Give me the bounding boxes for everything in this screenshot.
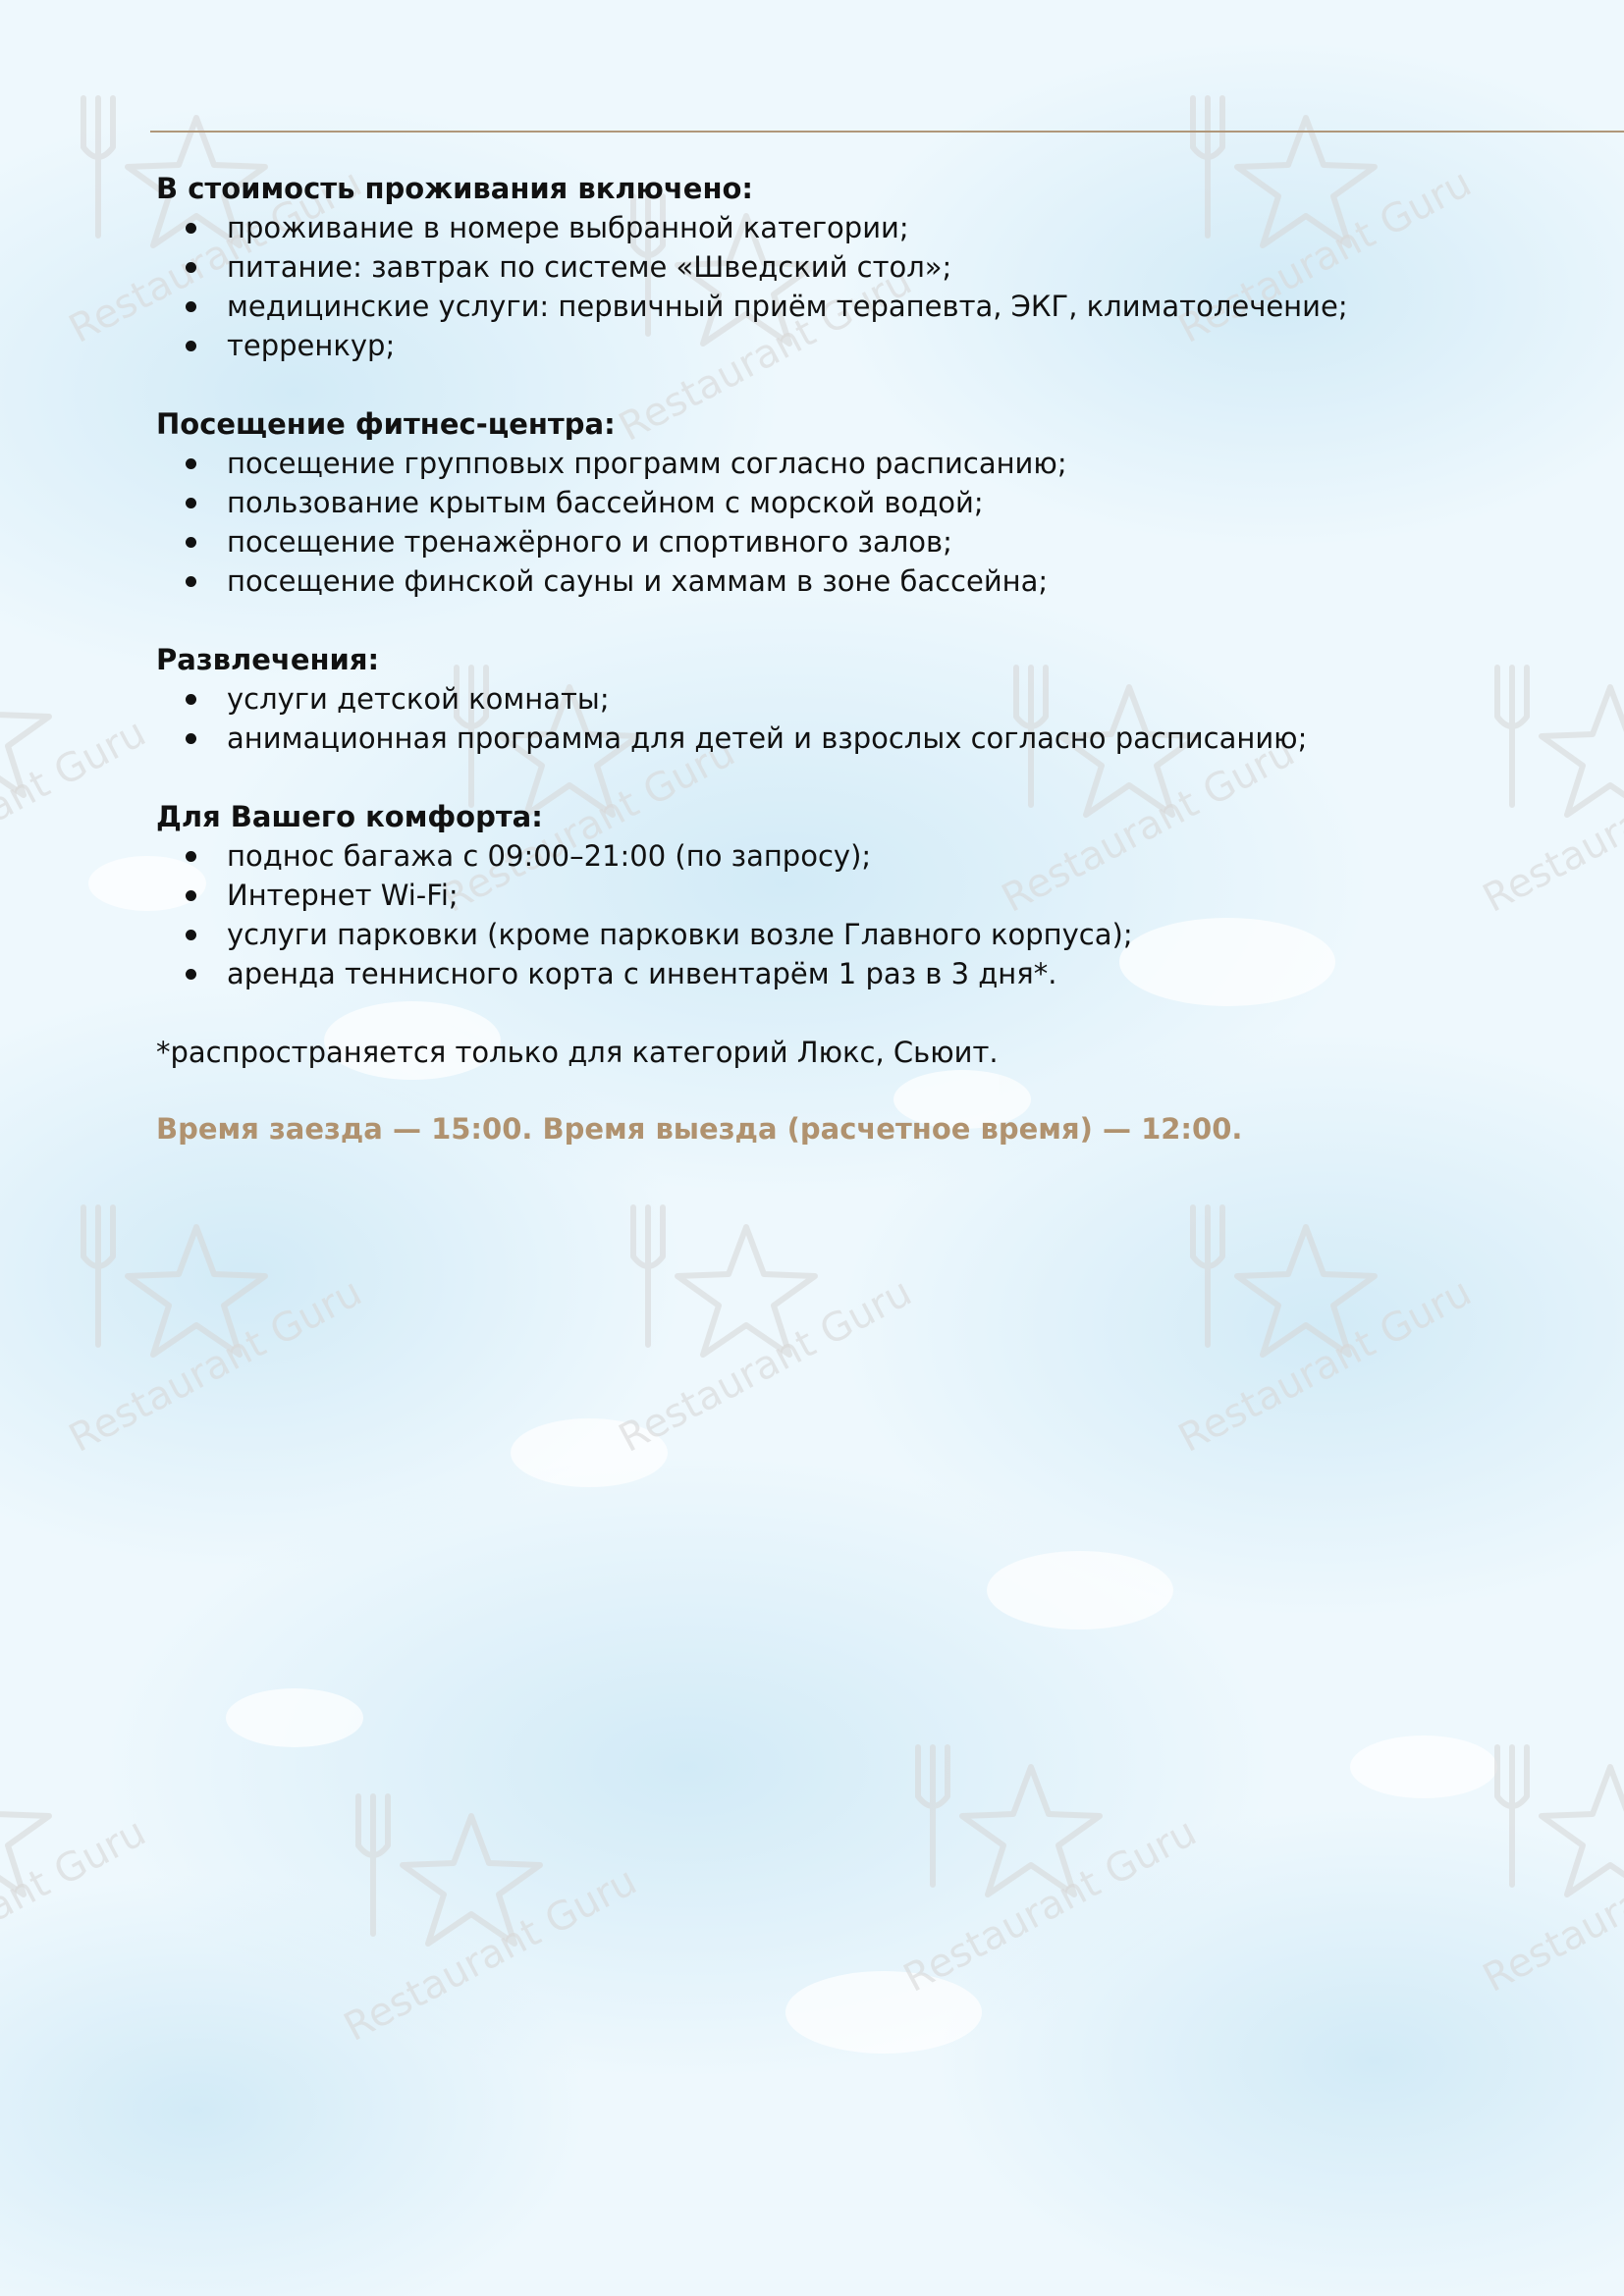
bullet-icon — [186, 930, 196, 940]
bullet-icon — [186, 537, 196, 548]
bullet-icon — [186, 341, 196, 351]
section-entertainment — [156, 640, 1550, 758]
bullet-icon — [186, 694, 196, 705]
list-item: услуги детской комнаты; — [156, 679, 1550, 719]
list-item: аренда теннисного корта с инвентарём 1 раз в 3 дня*. — [156, 954, 1550, 993]
bullet-icon — [186, 498, 196, 508]
top-divider — [150, 131, 1624, 133]
list-item: питание: завтрак по системе «Шведский стол»; — [156, 247, 1550, 287]
list-item: медицинские услуги: первичный приём терапевта, ЭКГ, климатолечение; — [156, 287, 1550, 326]
checkin-checkout-times: Время заезда — 15:00. Время выезда (расчетное время) — 12:00. — [156, 1112, 1243, 1146]
bullet-icon — [186, 301, 196, 312]
section-title: Посещение фитнес-центра: — [156, 407, 616, 441]
bullet-icon — [186, 262, 196, 273]
list-item: посещение финской сауны и хаммам в зоне бассейна; — [156, 561, 1550, 601]
section-included — [156, 169, 1550, 365]
list-item: посещение тренажёрного и спортивного залов; — [156, 522, 1550, 561]
list-item: поднос багажа с 09:00–21:00 (по запросу); — [156, 836, 1550, 876]
list-item: терренкур; — [156, 326, 1550, 365]
footnote: *распространяется только для категорий Люкс, Сьюит. — [156, 1036, 999, 1069]
section-comfort — [156, 797, 1550, 993]
section-title: Для Вашего комфорта: — [156, 800, 543, 833]
bullet-icon — [186, 890, 196, 901]
item-list — [156, 444, 1550, 601]
section-title: Развлечения: — [156, 643, 380, 676]
list-item: пользование крытым бассейном с морской водой; — [156, 483, 1550, 522]
list-item: Интернет Wi-Fi; — [156, 876, 1550, 915]
document-body — [156, 169, 1550, 1148]
list-item: анимационная программа для детей и взрослых согласно расписанию; — [156, 719, 1550, 758]
bullet-icon — [186, 223, 196, 234]
item-list — [156, 836, 1550, 993]
list-item: проживание в номере выбранной категории; — [156, 208, 1550, 247]
bullet-icon — [186, 969, 196, 980]
bullet-icon — [186, 576, 196, 587]
item-list — [156, 679, 1550, 758]
list-item: посещение групповых программ согласно расписанию; — [156, 444, 1550, 483]
item-list — [156, 208, 1550, 365]
list-item: услуги парковки (кроме парковки возле Главного корпуса); — [156, 915, 1550, 954]
bullet-icon — [186, 733, 196, 744]
section-title: В стоимость проживания включено: — [156, 172, 753, 205]
section-fitness — [156, 404, 1550, 601]
bullet-icon — [186, 458, 196, 469]
bullet-icon — [186, 851, 196, 862]
